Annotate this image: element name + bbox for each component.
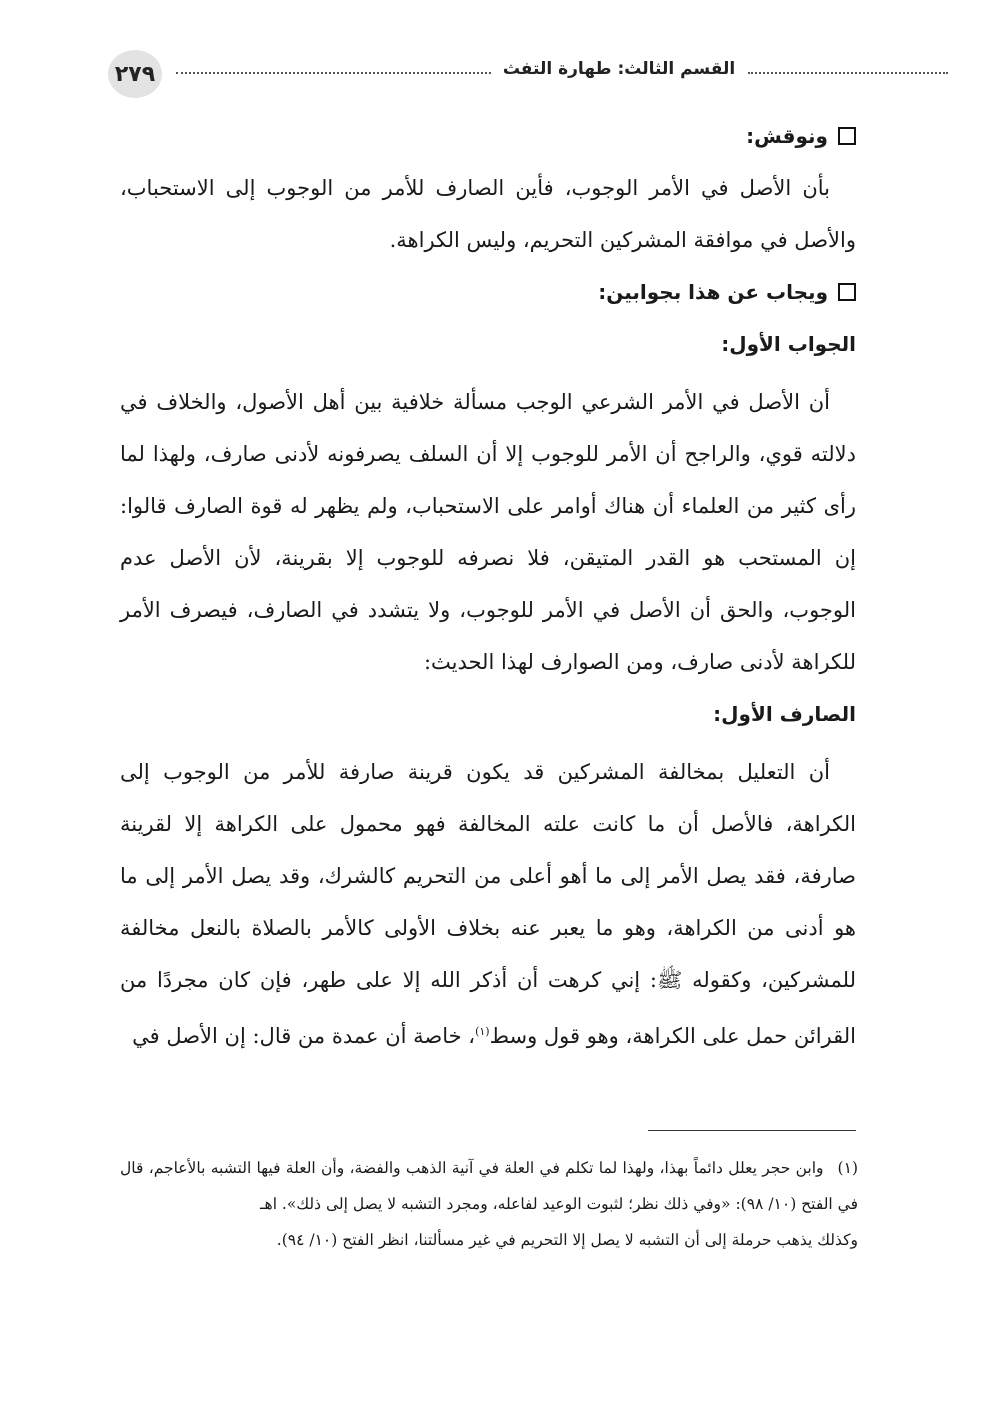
- main-text: [120, 110, 856, 1062]
- objection-paragraph: بأن الأصل في الأمر الوجوب، فأين الصارف للأمر من الوجوب إلى الاستحباب، والأصل في موافقة المشركين التحريم، وليس الكراهة.: [120, 176, 856, 252]
- first-diverter-paragraph: [120, 746, 856, 1062]
- heading-first-diverter: الصارف الأول:: [713, 702, 856, 726]
- header-dotted-leader-right: [748, 72, 948, 74]
- square-bullet-icon: [838, 127, 856, 145]
- heading-reply-label: ويجاب عن هذا بجوابين:: [598, 280, 828, 304]
- first-diverter-text: أن التعليل بمخالفة المشركين قد يكون قرينة صارفة للأمر من الوجوب إلى الكراهة، فالأصل أن ما كانت علته المخالفة فهو محمول على الكراهة إلا لقرينة صارفة، فقد يصل الأمر إلى ما أهو أعلى من التحريم كالشرك، وقد يصل الأمر إلى ما هو أدنى من الكراهة، وهو ما يعبر عنه بخلاف الأولى كالأمر بالصلاة بالنعل مخالفة للمشركين، وكقوله ﷺ: إني كرهت أن أذكر الله إلا على طهر، فإن كان مجردًا من القرائن حمل على الكراهة، وهو قول وسط: [120, 760, 856, 1048]
- heading-first-answer: الجواب الأول:: [721, 332, 856, 356]
- first-diverter-text-continued: ، خاصة أن عمدة من قال: إن الأصل في: [132, 1024, 476, 1048]
- heading-objection-label: ونوقش:: [746, 124, 828, 148]
- header-dotted-leader-left: [176, 72, 491, 74]
- footnote-1-text: وابن حجر يعلل دائماً بهذا، ولهذا لما تكلم في العلة في آنية الذهب والفضة، وأن العلة فيها التشبه بالأعاجم، قال في الفتح (١٠/ ٩٨): «وفي ذلك نظر؛ لثبوت الوعيد لفاعله، ومجرد التشبه لا يصل إلى ذلك». اهـ: [120, 1159, 858, 1213]
- square-bullet-icon: [838, 283, 856, 301]
- heading-objection: [120, 110, 856, 162]
- footnote-2: وكذلك يذهب حرملة إلى أن التشبه لا يصل إلا التحريم في غير مسألتنا، انظر الفتح (١٠/ ٩٤).: [276, 1231, 858, 1249]
- footnote-1: [120, 1150, 858, 1222]
- page-number-badge: ٢٧٩: [108, 50, 162, 98]
- footnote-1-number: (١): [837, 1159, 858, 1177]
- footnotes: [120, 1150, 858, 1258]
- heading-reply: [120, 266, 856, 318]
- section-title: القسم الثالث: طهارة التفث: [502, 59, 736, 79]
- first-answer-paragraph: أن الأصل في الأمر الشرعي الوجب مسألة خلافية بين أهل الأصول، والخلاف في دلالته قوي، والراجح أن الأمر للوجوب إلا أن السلف يصرفونه لأدنى صارف، ولهذا لما رأى كثير من العلماء أن هناك أوامر على الاستحباب، ولم يظهر له قوة الصارف قالوا: إن المستحب هو القدر المتيقن، فلا نصرفه للوجوب إلا بقرينة، لأن الأصل عدم الوجوب، والحق أن الأصل في الأمر للوجوب، ولا يتشدد في الصارف، فيصرف الأمر للكراهة لأدنى صارف، ومن الصوارف لهذا الحديث:: [120, 390, 856, 674]
- footnote-separator: [648, 1130, 856, 1131]
- page-header: [108, 50, 848, 100]
- footnote-reference[interactable]: (١): [475, 1025, 490, 1038]
